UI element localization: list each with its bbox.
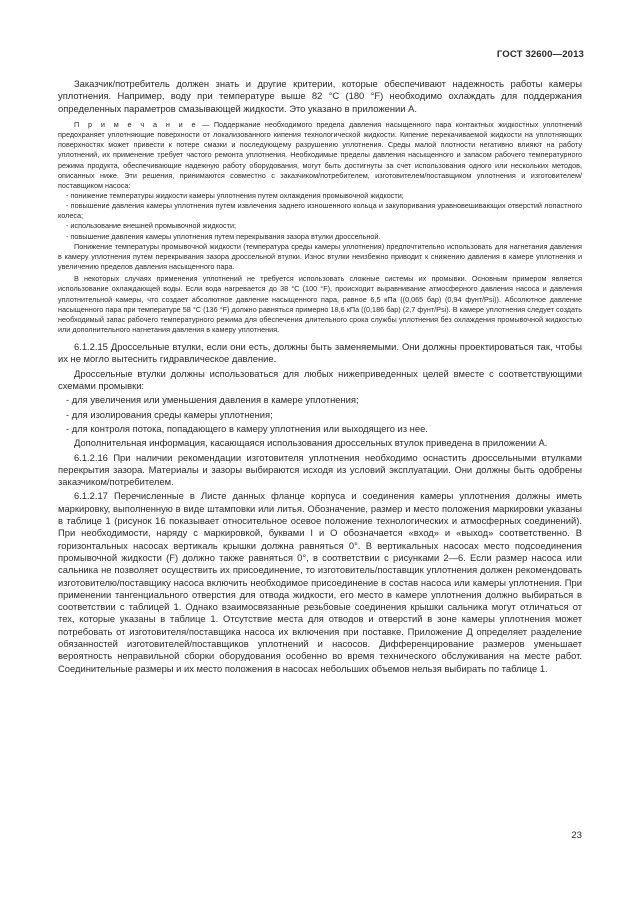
note-text: — Поддержание необходимого предела давления насыщенного пара контактных жидкостных уплотнений предохраняет уплотняющие поверхности от локализованного кипения технологической жидкости. Кипение перекачиваемой жидкости на уплотняющих поверхностях может привести к потере смазки и последующему разрушению уплотнения. Среды малой плотности негативно влияют на работу уплотнений, их применение требует частого ремонта уплотнения. Необходимые пределы давления насыщенного и запасом рабочего температурного режима продукта, обеспечивающие надежную работу оборудования, могут быть достигнуты за счет использования одного или нескольких методов, описанных ниже. Эти решения, принимаются совместно с заказчиком/потребителем, изготовителем/поставщиком уплотнения и изготовителем/поставщиком насоса: <box>58 119 582 190</box>
clause-6-1-2-16: 6.1.2.16 При наличии рекомендации изготовителя уплотнения необходимо оснастить дроссельными втулками перекрытия зазора. Материалы и зазоры выбираются исходя из условий эксплуатации. Они должны быть одобрены заказчиком/потребителем. <box>58 451 582 488</box>
note-list-item: - использование внешней промывочной жидкости; <box>66 221 237 231</box>
clause-6-1-2-17: 6.1.2.17 Перечисленные в Листе данных фланце корпуса и соединения камеры уплотнения должны иметь маркировку, выполненную в виде штамповки или литья. Обозначение, размер и место положения маркировки указаны в таблице 1 (рисунок 16 показывает относительное осевое положение технологических и атмосферных соединений). При необходимости, наряду с маркировкой, буквами I и O обозначается «вход» и «выход» соответственно. В горизонтальных насосах вертикаль крышки должна равняться 0°. В вертикальных насосах место подсоединения промывочной жидкости (F) должно также равняться 0°, в соответствии с рисунками 2—6. Если размер насоса или сальника не позволяет осуществить их присоединение, то изготовитель/поставщик уплотнения должен рекомендовать изготовителю/поставщику насоса включить необходимое присоединение в состав насоса или камеры уплотнения. При применении тангенциального отверстия для отвода жидкости, его место в камере уплотнения должно выбираться в соответствии с таблицей 1. Однако взаимосвязанные резьбовые соединения крышки сальника могут отличаться от тех, которые указаны в таблице 1. Отсутствие места для отводов и отверстий в зоне камеры уплотнения может потребовать от изготовителя/поставщика насоса их включения при поставке. Приложение Д определяет разделение обязанностей изготовителей/поставщиков уплотнений и насосов. Дифференцирование размеров уменьшает вероятность неправильной сборки оборудования особенно во время технического обслуживания на месте работ. Соединительные размеры и их место положения в насосах небольших объемов нельзя выбирать по таблице 1. <box>58 490 582 674</box>
note-label: П р и м е ч а н и е <box>74 119 198 129</box>
note-list-item: - повышение давления камеры уплотнения путем перекрывания зазора втулки дроссельной. <box>66 231 381 241</box>
page-number: 23 <box>571 830 582 841</box>
purpose-list-item: - для увеличения или уменьшения давления в камере уплотнения; <box>66 394 359 406</box>
standard-header: ГОСТ 32600—2013 <box>496 49 584 60</box>
note-paragraph-3: В некоторых случаях применения уплотнений не требуется использовать сложные системы их промывки. Основным примером является использование охлаждающей воды. Если вода нагревается до 38 °С (100 °F), происходит выравнивание атмосферного давления насоса и давления уплотнительной камеры, что создает абсолютное давление насыщенного пара, равное 6,5 кПа ((0,065 бар) (0,94 фунт/Psi)). Абсолютное давление насыщенного пара при температуре 58 °С (136 °F) должно равняться примерно 18,6 кПа ((0,186 бар) (2,7 фунт/Psi). В камере уплотнения следует создать необходимый запас рабочего температурного режима для обеспечения длительного срока службы уплотнения без охлаждения промывочной жидкостью или дополнительного нагнетания давления в камеру уплотнения. <box>58 274 582 335</box>
note-list-item: - понижение температуры жидкости камеры уплотнения путем охлаждения промывочной жидкости; <box>66 190 404 200</box>
purpose-list-item: - для контроля потока, попадающего в камеру уплотнения или выходящего из нее. <box>66 422 428 434</box>
page-body <box>58 78 582 675</box>
clause-6-1-2-15-purposes: Дроссельные втулки должны использоваться для любых нижеприведенных целей вместе с соответствующими схемами промывки: <box>58 367 582 392</box>
note-paragraph-2: Понижение температуры промывочной жидкости (температура среды камеры уплотнения) предпочтительно использовать для нагнетания давления в камеру уплотнения путем перекрывания зазора дроссельной втулки. Износ втулки неизбежно приводит к снижению давления в камере уплотнения и увеличению пределов давления насыщенного пара. <box>58 241 582 272</box>
note-paragraph <box>58 120 582 191</box>
note-list-item: - повышение давления камеры уплотнения путем извлечения заднего изношенного кольца и закупоривания уравновешивающих отверстий лопастного колеса; <box>58 201 582 221</box>
intro-paragraph: Заказчик/потребитель должен знать и другие критерии, которые обеспечивают надежность работы камеры уплотнения. Например, воду при температуре выше 82 °С (180 °F) необходимо охлаждать для поддержания определенных параметров смазывающей жидкости. Это указано в приложении А. <box>58 78 582 114</box>
clause-6-1-2-15: 6.1.2.15 Дроссельные втулки, если они есть, должны быть заменяемыми. Они должны проектироваться так, чтобы их не могло вытеснить гидравлическое давление. <box>58 341 582 365</box>
clause-6-1-2-15-additional: Дополнительная информация, касающаяся использования дроссельных втулок приведена в приложении А. <box>74 437 548 449</box>
purpose-list-item: - для изолирования среды камеры уплотнения; <box>66 408 273 420</box>
